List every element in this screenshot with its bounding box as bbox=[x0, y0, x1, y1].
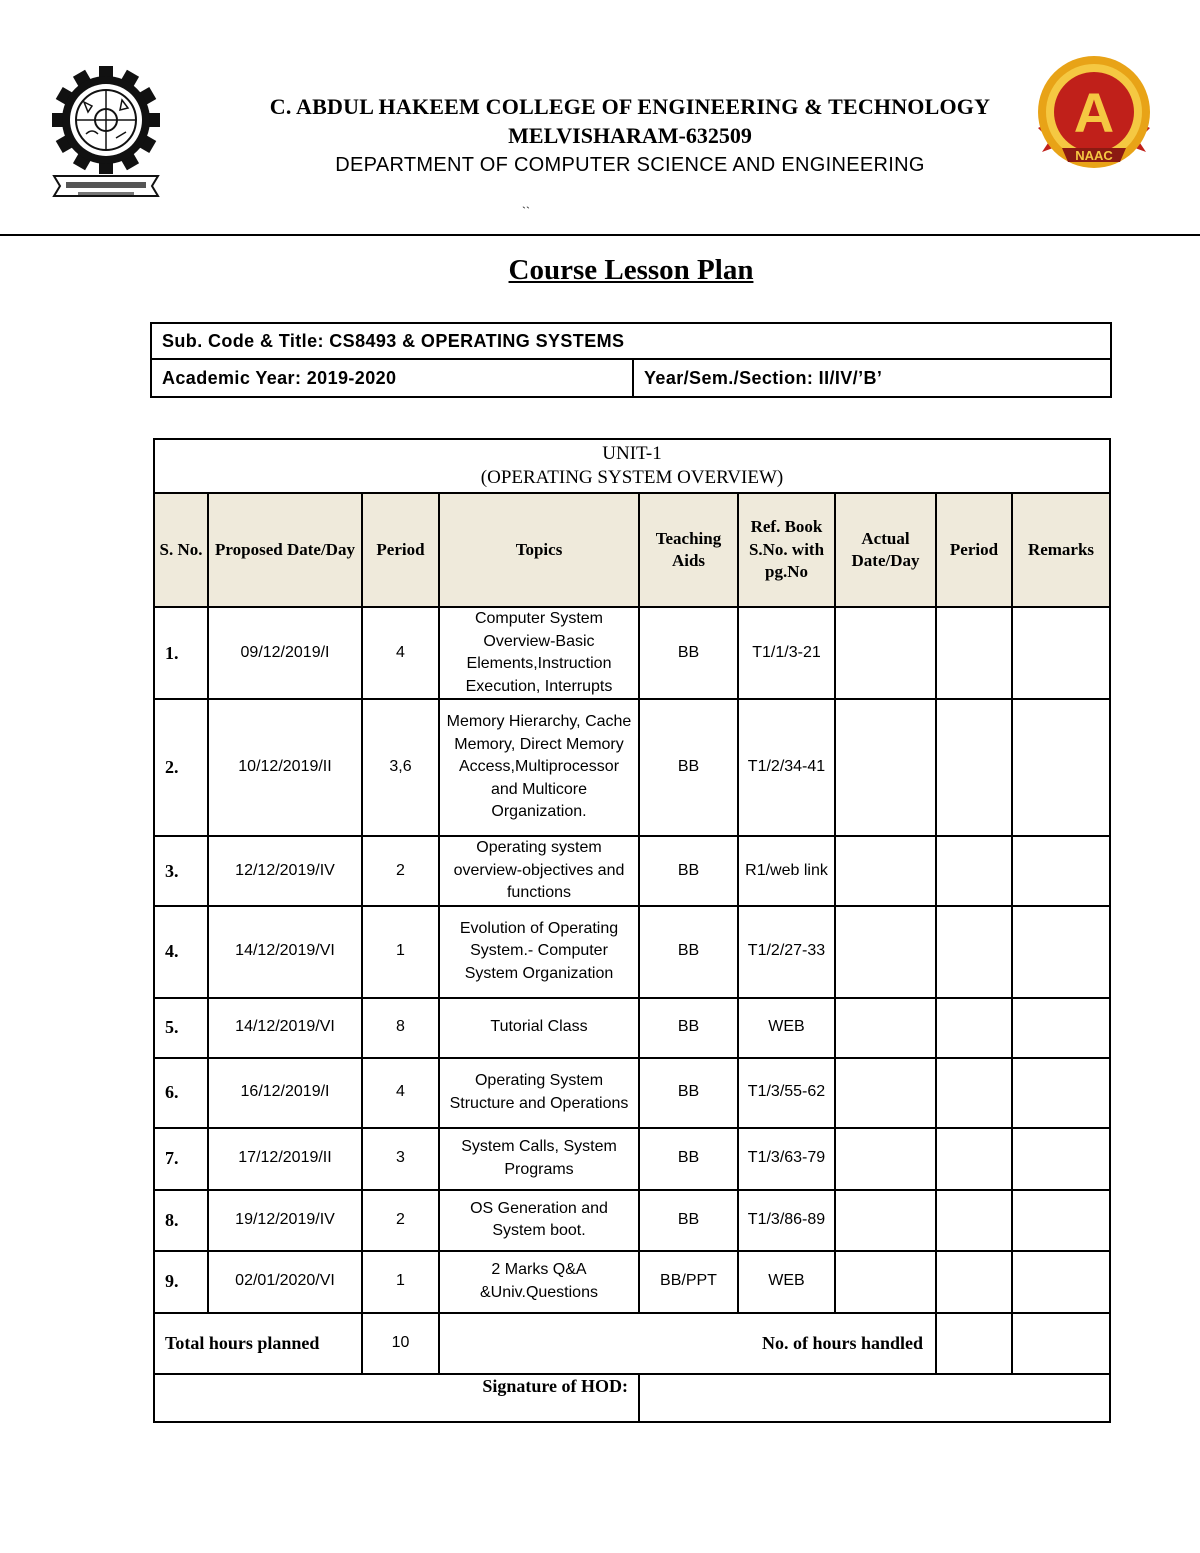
cell-period-actual bbox=[936, 607, 1012, 699]
cell-date: 14/12/2019/VI bbox=[208, 998, 362, 1058]
cell-date: 10/12/2019/II bbox=[208, 699, 362, 836]
total-hours-value: 10 bbox=[362, 1313, 439, 1374]
col-proposed-date: Proposed Date/Day bbox=[208, 493, 362, 607]
cell-actual bbox=[835, 699, 936, 836]
cell-remarks bbox=[1012, 906, 1110, 998]
cell-period: 4 bbox=[362, 607, 439, 699]
cell-topic: Tutorial Class bbox=[439, 998, 639, 1058]
cell-date: 16/12/2019/I bbox=[208, 1058, 362, 1128]
cell-actual bbox=[835, 998, 936, 1058]
cell-remarks bbox=[1012, 998, 1110, 1058]
cell-sno: 4. bbox=[154, 906, 208, 998]
college-emblem-gear-icon bbox=[50, 52, 162, 204]
cell-aids: BB bbox=[639, 1058, 738, 1128]
cell-sno: 7. bbox=[154, 1128, 208, 1190]
cell-period-actual bbox=[936, 998, 1012, 1058]
subject-code-title: Sub. Code & Title: CS8493 & OPERATING SYSTEMS bbox=[151, 323, 1111, 359]
cell-ref: WEB bbox=[738, 1251, 835, 1313]
cell-sno: 6. bbox=[154, 1058, 208, 1128]
column-header-row bbox=[154, 493, 1110, 607]
cell-period-actual bbox=[936, 906, 1012, 998]
cell-topic: 2 Marks Q&A &Univ.Questions bbox=[439, 1251, 639, 1313]
col-topics: Topics bbox=[439, 493, 639, 607]
cell-ref: R1/web link bbox=[738, 836, 835, 906]
table-row bbox=[154, 699, 1110, 836]
cell-ref: T1/1/3-21 bbox=[738, 607, 835, 699]
cell-date: 09/12/2019/I bbox=[208, 607, 362, 699]
hod-signature-field bbox=[639, 1374, 1110, 1422]
header-divider bbox=[0, 234, 1200, 236]
cell-actual bbox=[835, 607, 936, 699]
department-name: DEPARTMENT OF COMPUTER SCIENCE AND ENGINEERING bbox=[335, 154, 925, 176]
cell-period-actual bbox=[936, 1128, 1012, 1190]
cell-aids: BB bbox=[639, 998, 738, 1058]
cell-aids: BB bbox=[639, 906, 738, 998]
badge-letter: A bbox=[1073, 81, 1115, 144]
cell-remarks bbox=[1012, 1058, 1110, 1128]
year-sem-section: Year/Sem./Section: II/IV/’B’ bbox=[633, 359, 1111, 397]
cell-ref: T1/2/27-33 bbox=[738, 906, 835, 998]
cell-actual bbox=[835, 906, 936, 998]
cell-date: 14/12/2019/VI bbox=[208, 906, 362, 998]
cell-topic: Computer System Overview-Basic Elements,Instruction Execution, Interrupts bbox=[439, 607, 639, 699]
unit-number: UNIT-1 bbox=[602, 443, 662, 464]
cell-period-actual bbox=[936, 1190, 1012, 1251]
cell-period: 1 bbox=[362, 1251, 439, 1313]
cell-remarks bbox=[1012, 1251, 1110, 1313]
cell-actual bbox=[835, 1058, 936, 1128]
cell-aids: BB bbox=[639, 1128, 738, 1190]
cell-period: 4 bbox=[362, 1058, 439, 1128]
stray-marks: `` bbox=[522, 204, 530, 218]
table-row bbox=[154, 998, 1110, 1058]
cell-ref: T1/2/34-41 bbox=[738, 699, 835, 836]
cell-aids: BB bbox=[639, 1190, 738, 1251]
hours-handled-label: No. of hours handled bbox=[439, 1313, 936, 1374]
academic-year: Academic Year: 2019-2020 bbox=[151, 359, 633, 397]
col-ref-book: Ref. Book S.No. with pg.No bbox=[738, 493, 835, 607]
badge-text: NAAC bbox=[1075, 148, 1113, 163]
cell-topic: Operating system overview-objectives and functions bbox=[439, 836, 639, 906]
cell-topic: Evolution of Operating System.- Computer System Organization bbox=[439, 906, 639, 998]
col-teaching-aids: Teaching Aids bbox=[639, 493, 738, 607]
cell-remarks bbox=[1012, 1128, 1110, 1190]
table-row bbox=[154, 906, 1110, 998]
cell-remarks bbox=[1012, 1190, 1110, 1251]
cell-actual bbox=[835, 836, 936, 906]
cell-sno: 9. bbox=[154, 1251, 208, 1313]
unit-title: (OPERATING SYSTEM OVERVIEW) bbox=[480, 467, 784, 488]
unit-heading bbox=[154, 439, 1110, 493]
college-name: C. ABDUL HAKEEM COLLEGE OF ENGINEERING & TECHNOLOGY bbox=[269, 94, 991, 119]
cell-period: 1 bbox=[362, 906, 439, 998]
cell-ref: T1/3/63-79 bbox=[738, 1128, 835, 1190]
college-header bbox=[200, 92, 1060, 180]
lesson-plan-table bbox=[153, 438, 1111, 1423]
table-row bbox=[154, 1190, 1110, 1251]
col-period: Period bbox=[362, 493, 439, 607]
cell-sno: 8. bbox=[154, 1190, 208, 1251]
cell-topic: Operating System Structure and Operations bbox=[439, 1058, 639, 1128]
cell-ref: T1/3/86-89 bbox=[738, 1190, 835, 1251]
cell-remarks bbox=[1012, 699, 1110, 836]
cell-sno: 3. bbox=[154, 836, 208, 906]
cell-period-actual bbox=[936, 1058, 1012, 1128]
table-row bbox=[154, 607, 1110, 699]
cell-period: 2 bbox=[362, 836, 439, 906]
course-info-table bbox=[150, 322, 1112, 398]
cell-aids: BB/PPT bbox=[639, 1251, 738, 1313]
cell-sno: 2. bbox=[154, 699, 208, 836]
table-row bbox=[154, 1251, 1110, 1313]
cell-topic: Memory Hierarchy, Cache Memory, Direct Memory Access,Multiprocessor and Multicore Organization. bbox=[439, 699, 639, 836]
col-remarks: Remarks bbox=[1012, 493, 1110, 607]
cell-period-actual bbox=[936, 1251, 1012, 1313]
cell-period: 3 bbox=[362, 1128, 439, 1190]
cell-period: 3,6 bbox=[362, 699, 439, 836]
cell-aids: BB bbox=[639, 699, 738, 836]
cell-period: 2 bbox=[362, 1190, 439, 1251]
col-actual-date: Actual Date/Day bbox=[835, 493, 936, 607]
cell-actual bbox=[835, 1251, 936, 1313]
cell-aids: BB bbox=[639, 607, 738, 699]
cell-date: 17/12/2019/II bbox=[208, 1128, 362, 1190]
cell-date: 02/01/2020/VI bbox=[208, 1251, 362, 1313]
cell-sno: 1. bbox=[154, 607, 208, 699]
hours-handled-remarks bbox=[1012, 1313, 1110, 1374]
cell-sno: 5. bbox=[154, 998, 208, 1058]
hours-handled-value bbox=[936, 1313, 1012, 1374]
cell-ref: T1/3/55-62 bbox=[738, 1058, 835, 1128]
table-row bbox=[154, 1128, 1110, 1190]
college-location: MELVISHARAM-632509 bbox=[508, 123, 752, 148]
col-sno: S. No. bbox=[154, 493, 208, 607]
cell-period: 8 bbox=[362, 998, 439, 1058]
hod-signature-label: Signature of HOD: bbox=[154, 1374, 639, 1422]
table-row bbox=[154, 836, 1110, 906]
cell-topic: System Calls, System Programs bbox=[439, 1128, 639, 1190]
cell-remarks bbox=[1012, 836, 1110, 906]
page-title: Course Lesson Plan bbox=[508, 254, 754, 286]
totals-row bbox=[154, 1313, 1110, 1374]
total-hours-label: Total hours planned bbox=[154, 1313, 362, 1374]
cell-ref: WEB bbox=[738, 998, 835, 1058]
cell-period-actual bbox=[936, 699, 1012, 836]
cell-remarks bbox=[1012, 607, 1110, 699]
cell-period-actual bbox=[936, 836, 1012, 906]
col-period-actual: Period bbox=[936, 493, 1012, 607]
cell-topic: OS Generation and System boot. bbox=[439, 1190, 639, 1251]
cell-date: 19/12/2019/IV bbox=[208, 1190, 362, 1251]
table-row bbox=[154, 1058, 1110, 1128]
cell-aids: BB bbox=[639, 836, 738, 906]
cell-date: 12/12/2019/IV bbox=[208, 836, 362, 906]
cell-actual bbox=[835, 1128, 936, 1190]
signature-row bbox=[154, 1374, 1110, 1422]
cell-actual bbox=[835, 1190, 936, 1251]
